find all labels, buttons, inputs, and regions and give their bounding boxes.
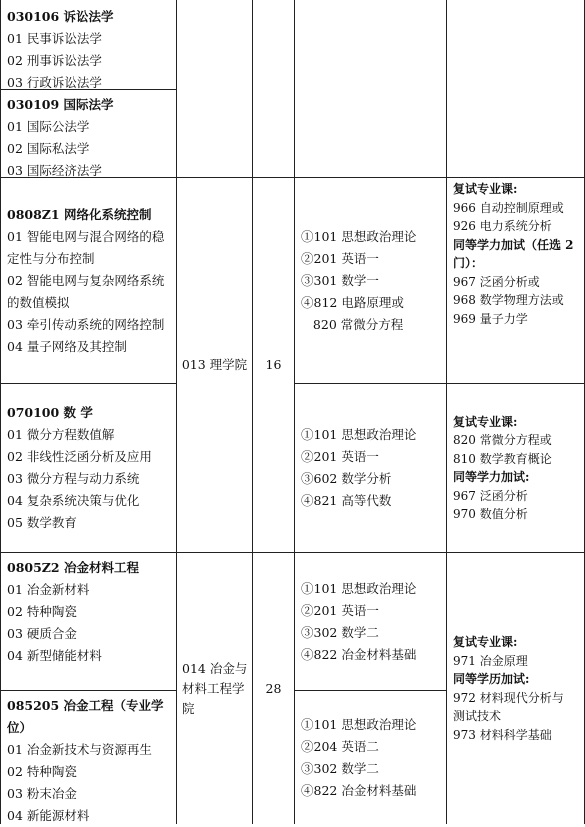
exam-subject: ③302 数学二 (301, 760, 379, 776)
quota-metallurgy (253, 553, 294, 824)
program-title: 0808Z1 网络化系统控制 (7, 207, 152, 222)
program-item: 定性与分布控制 (7, 251, 95, 266)
program-item: 01 民事诉讼法学 (7, 31, 102, 46)
exam-network-control (295, 178, 446, 383)
retest-item: 970 数值分析 (453, 507, 528, 521)
exam-subject: ③302 数学二 (301, 624, 379, 640)
retest-heading: 门）： (453, 256, 484, 270)
program-item: 04 新能源材料 (7, 808, 90, 823)
college-metallurgy (177, 553, 252, 824)
program-title: 030106 诉讼法学 (7, 9, 114, 24)
program-item: 02 特种陶瓷 (7, 764, 77, 779)
quota-value: 28 (265, 680, 282, 696)
exam-subject: ②201 英语一 (301, 602, 379, 618)
retest-item: 967 泛函分析 (453, 488, 528, 503)
program-item: 01 冶金新材料 (7, 582, 90, 597)
retest-item: 926 电力系统分析 (453, 219, 552, 233)
retest-item: 973 材料科学基础 (453, 727, 552, 742)
exam-subject: ①101 思想政治理论 (301, 716, 417, 732)
program-item: 02 特种陶瓷 (7, 604, 77, 619)
college-name-line: 材料工程学 (182, 680, 245, 696)
retest-item: 969 量子力学 (453, 311, 528, 326)
program-item: 02 智能电网与复杂网络系统 (7, 273, 165, 288)
exam-subject: 820 常微分方程 (301, 316, 404, 332)
college-name-line: 014 冶金与 (182, 660, 248, 676)
retest-heading: 同等学力加试（任选 2 (453, 237, 574, 252)
retest-heading: 复试专业课: (453, 635, 518, 649)
retest-item: 968 数学物理方法或 (453, 293, 564, 307)
program-item: 02 刑事诉讼法学 (7, 53, 102, 68)
program-math (1, 384, 176, 552)
program-law-procedure (1, 2, 176, 89)
program-item: 03 微分方程与动力系统 (7, 471, 140, 486)
exam-metallurgical-materials (295, 553, 446, 690)
exam-metallurgical-engineering (295, 691, 446, 824)
program-item: 01 国际公法学 (7, 119, 90, 134)
retest-item: 820 常微分方程或 (453, 433, 552, 447)
program-item: 02 国际私法学 (7, 141, 90, 156)
program-item: 05 数学教育 (7, 515, 77, 530)
exam-math (295, 384, 446, 552)
program-title: 070100 数 学 (7, 405, 93, 420)
retest-heading: 复试专业课: (453, 414, 518, 429)
program-item: 01 冶金新技术与资源再生 (7, 742, 152, 757)
retest-network-control (447, 178, 584, 383)
retest-item: 966 自动控制原理或 (453, 200, 564, 215)
program-metallurgical-engineering (1, 691, 176, 824)
program-item: 03 硬质合金 (7, 626, 77, 641)
quota-science (253, 178, 294, 552)
exam-subject: ④822 冶金材料基础 (301, 646, 417, 662)
retest-item: 967 泛函分析或 (453, 274, 540, 289)
retest-heading: 复试专业课: (453, 182, 518, 196)
program-title: 0805Z2 冶金材料工程 (7, 560, 139, 575)
program-item: 03 牵引传动系统的网络控制 (7, 317, 165, 332)
college-science (177, 178, 252, 552)
program-title: 085205 冶金工程（专业学位） (7, 698, 164, 735)
exam-subject: ①101 思想政治理论 (301, 228, 417, 244)
exam-subject: ②201 英语一 (301, 449, 379, 464)
retest-math (447, 384, 584, 552)
retest-item: 971 冶金原理 (453, 653, 528, 668)
program-item: 03 行政诉讼法学 (7, 75, 102, 90)
exam-subject: ①101 思想政治理论 (301, 427, 417, 442)
retest-metallurgy (447, 553, 584, 824)
exam-subject: ①101 思想政治理论 (301, 580, 417, 596)
program-item: 03 粉末冶金 (7, 786, 77, 801)
program-item: 04 新型储能材料 (7, 648, 102, 663)
program-network-control (1, 178, 176, 383)
college-name-line: 院 (182, 700, 195, 716)
retest-heading: 同等学历加试: (453, 672, 530, 686)
program-item: 的数值模拟 (7, 295, 70, 310)
quota-value: 16 (265, 357, 282, 372)
exam-subject: ②204 英语二 (301, 738, 379, 754)
retest-item: 测试技术 (453, 709, 502, 723)
program-item: 04 复杂系统决策与优化 (7, 493, 140, 508)
exam-subject: ②201 英语一 (301, 250, 379, 266)
exam-subject: ④821 高等代数 (301, 493, 392, 508)
college-name: 013 理学院 (181, 357, 248, 372)
program-item: 02 非线性泛函分析及应用 (7, 449, 152, 464)
retest-heading: 同等学力加试: (453, 470, 530, 484)
program-item: 01 微分方程数值解 (7, 427, 115, 442)
exam-subject: ④812 电路原理或 (301, 294, 404, 310)
exam-subject: ④822 冶金材料基础 (301, 782, 417, 798)
program-item: 03 国际经济法学 (7, 163, 102, 178)
program-law-international (1, 90, 176, 177)
program-metallurgical-materials (1, 553, 176, 690)
program-item: 01 智能电网与混合网络的稳 (7, 229, 165, 244)
program-item: 04 量子网络及其控制 (7, 339, 127, 354)
exam-subject: ③602 数学分析 (301, 471, 392, 486)
retest-item: 972 材料现代分析与 (453, 690, 564, 705)
exam-subject: ③301 数学一 (301, 272, 379, 288)
retest-item: 810 数学教育概论 (453, 451, 552, 466)
program-title: 030109 国际法学 (7, 97, 114, 112)
